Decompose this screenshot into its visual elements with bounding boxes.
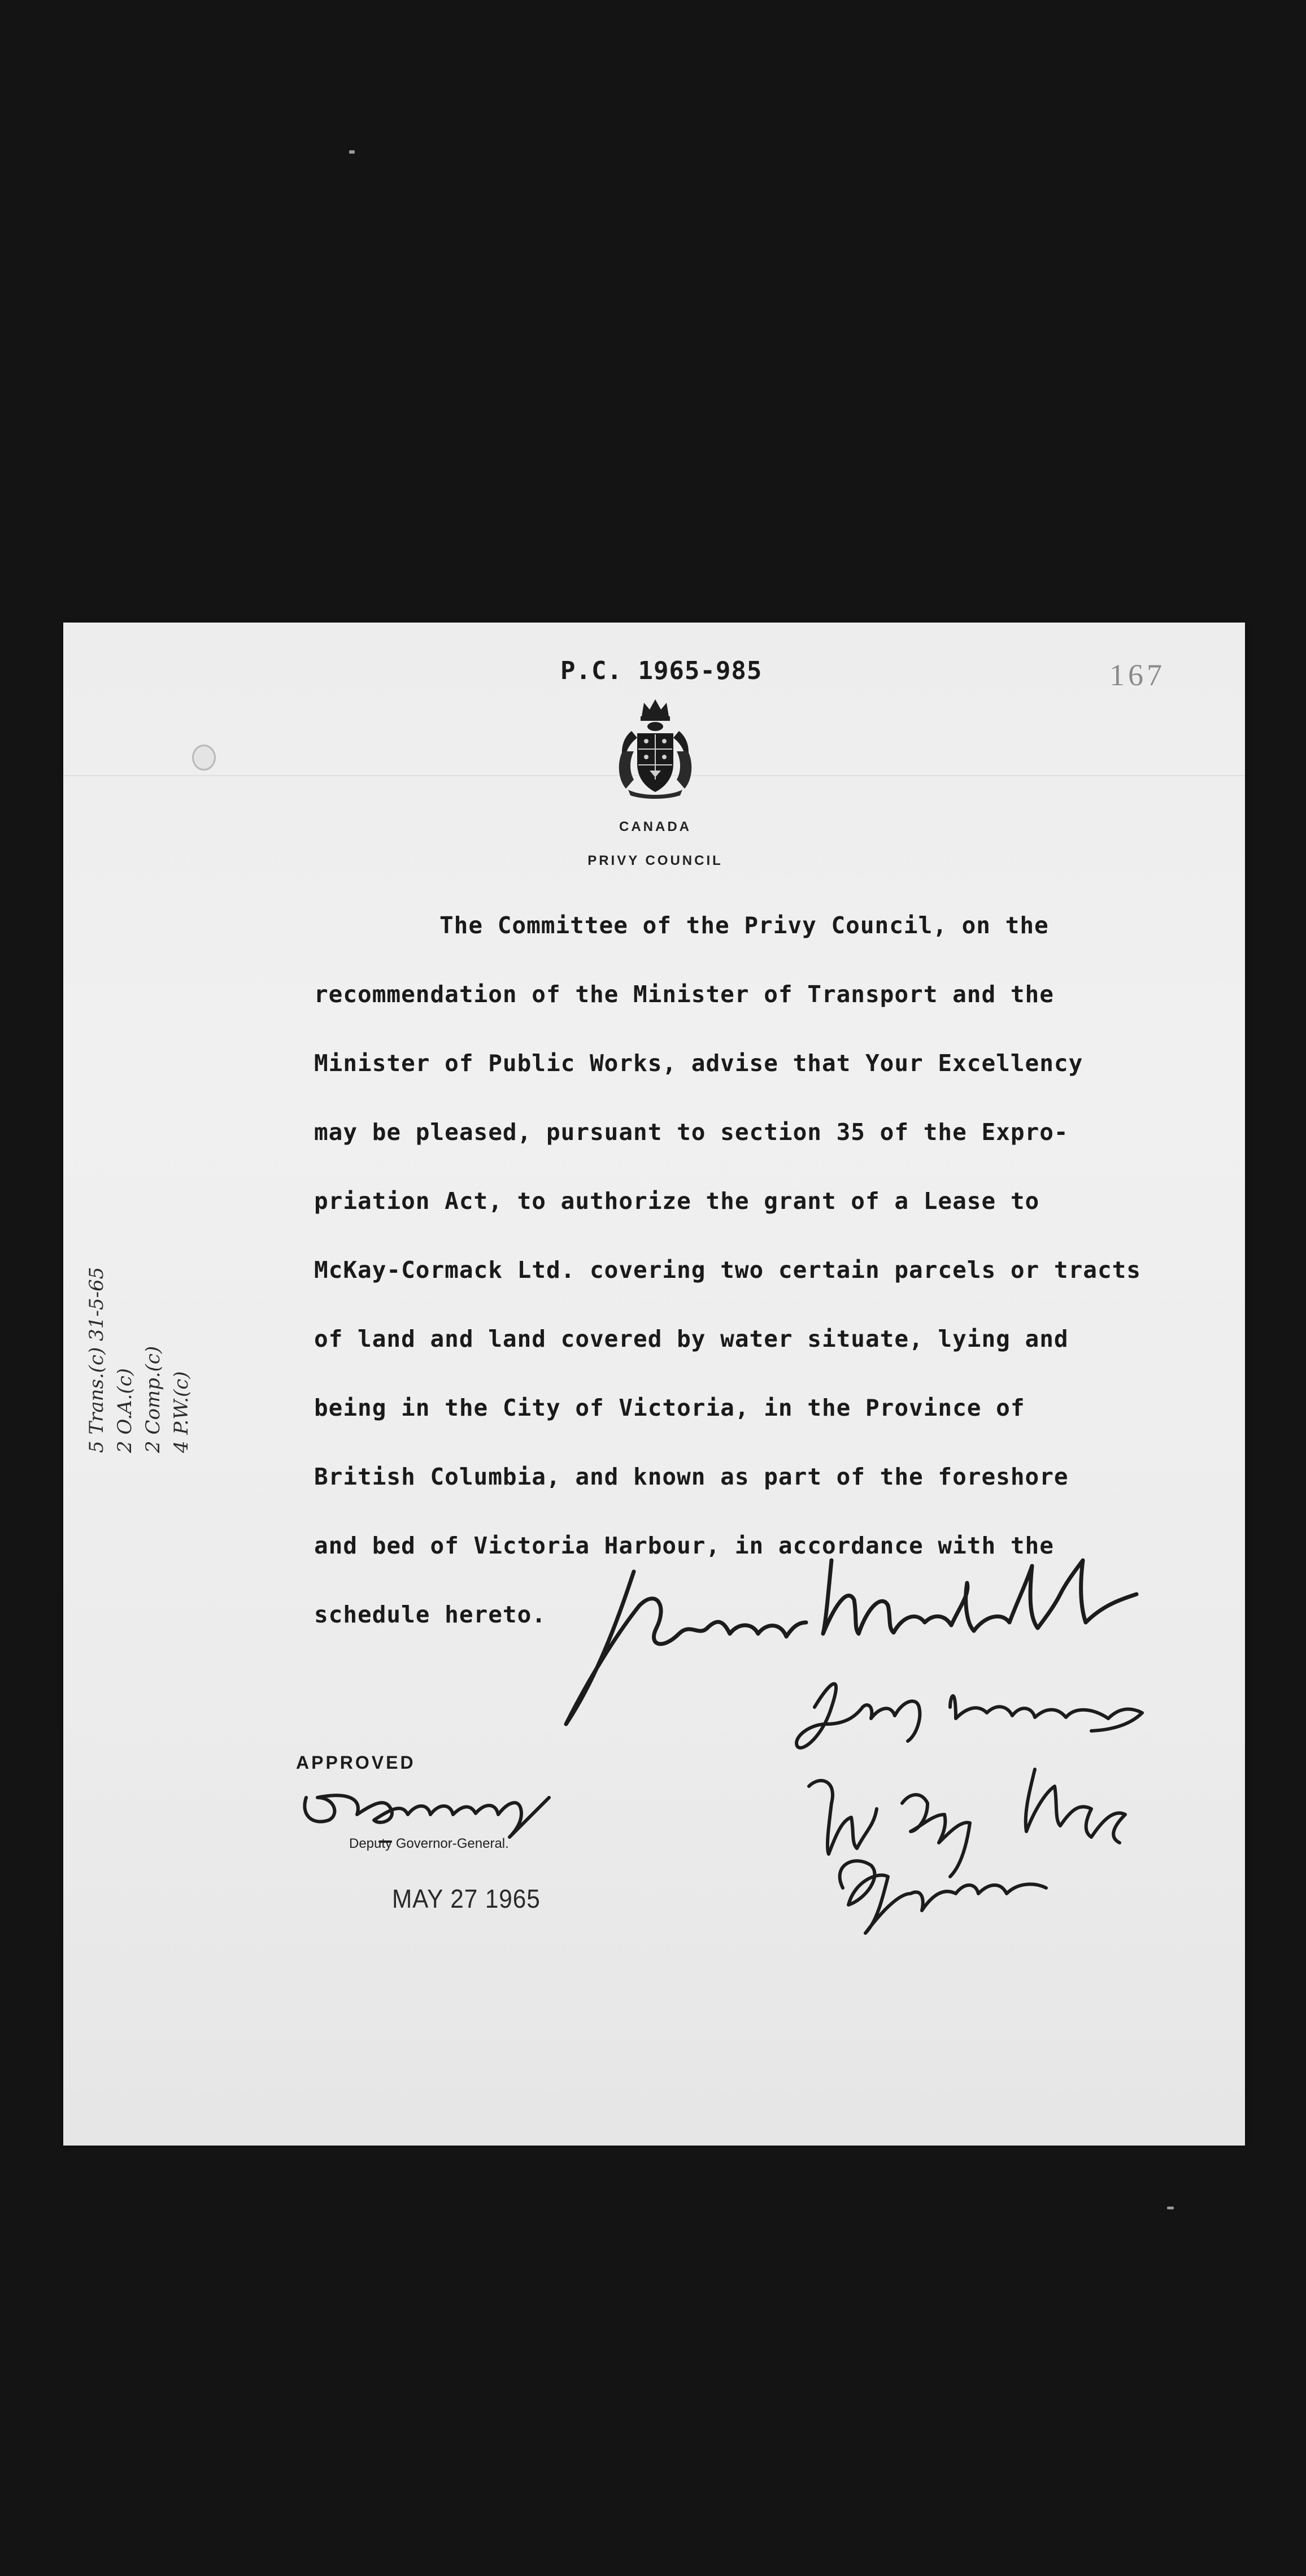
body-line: of land and land covered by water situate, lying and <box>314 1325 1069 1352</box>
body-line: McKay-Cormack Ltd. covering two certain parcels or tracts <box>314 1256 1141 1283</box>
punch-hole <box>192 745 216 771</box>
body-line: Minister of Public Works, advise that Your Excellency <box>314 1050 1083 1077</box>
body-line: schedule hereto. <box>314 1601 546 1628</box>
body-line: priation Act, to authorize the grant of a Lease to <box>314 1187 1040 1215</box>
body-line: and bed of Victoria Harbour, in accordance with the <box>314 1532 1054 1559</box>
margin-note: 5 Trans.(c) 31-5-65 <box>85 1267 108 1453</box>
minister-signatures <box>549 1538 1227 1944</box>
body-line: may be pleased, pursuant to section 35 of the Expro- <box>314 1119 1069 1146</box>
margin-note: 2 Comp.(c) <box>142 1346 164 1453</box>
header-office: PRIVY COUNCIL <box>587 853 723 868</box>
approval-date-stamp: MAY 27 1965 <box>392 1884 541 1913</box>
scan-speck <box>1167 2207 1174 2209</box>
scan-speck <box>349 150 355 154</box>
body-line: British Columbia, and known as part of the foreshore <box>314 1463 1069 1490</box>
margin-note: 4 P.W.(c) <box>170 1371 193 1453</box>
approved-label: APPROVED <box>296 1752 416 1773</box>
signatory-title: Deputy Governor-General. <box>349 1836 509 1851</box>
document-page <box>63 623 1245 2146</box>
body-line: being in the City of Victoria, in the Province of <box>314 1394 1025 1421</box>
margin-note: 2 O.A.(c) <box>114 1368 136 1453</box>
margin-notes <box>75 1199 221 1459</box>
header-country: CANADA <box>619 819 691 834</box>
page-number: 167 <box>1109 658 1165 692</box>
body-line: The Committee of the Privy Council, on the <box>439 912 1049 939</box>
order-number: P.C. 1965-985 <box>560 656 763 685</box>
body-line: recommendation of the Minister of Transport and the <box>314 981 1054 1008</box>
coat-of-arms-icon <box>615 695 696 799</box>
